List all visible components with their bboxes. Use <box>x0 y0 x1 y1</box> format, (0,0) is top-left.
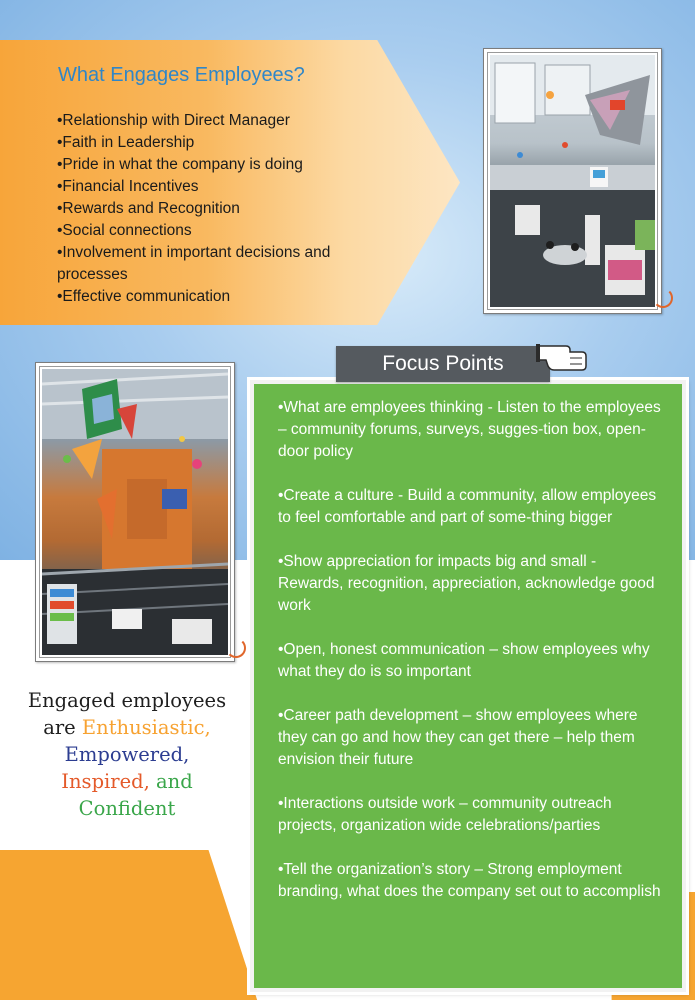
list-item: •Relationship with Direct Manager <box>57 112 290 129</box>
engaged-line-1: Engaged employees <box>27 689 227 712</box>
pointing-hand-icon <box>536 338 588 372</box>
engage-heading: What Engages Employees? <box>58 64 305 86</box>
list-item: •Involvement in important decisions and processes <box>57 244 331 283</box>
focus-points-title: Focus Points <box>336 346 550 382</box>
enthusiastic-word: Enthusiastic, <box>81 716 211 739</box>
office-interior-photo <box>490 55 655 307</box>
focus-points-list <box>278 397 663 925</box>
list-item: •Tell the organization’s story – Strong employment branding, what does the company set out to accomplish <box>278 861 661 900</box>
list-item: •Open, honest communication – show employees why what they do is so important <box>278 641 650 680</box>
atrium-photo-art <box>42 369 228 655</box>
list-item: •Financial Incentives <box>57 178 199 195</box>
page-curl-icon <box>653 288 673 308</box>
inspired-word: Inspired, <box>61 770 150 793</box>
list-item: •What are employees thinking - Listen to the employees – community forums, surveys, sugges-tion box, open-door policy <box>278 399 661 460</box>
engaged-line-4 <box>14 768 240 795</box>
list-item: •Pride in what the company is doing <box>57 156 303 173</box>
office-atrium-photo <box>42 369 228 655</box>
list-item: •Create a culture - Build a community, allow employees to feel comfortable and part of some-thing bigger <box>278 487 657 526</box>
list-item: •Social connections <box>57 222 192 239</box>
engage-list <box>57 110 357 308</box>
list-item: •Career path development – show employees where they can go and how they can get there – help them envision their future <box>278 707 638 768</box>
empowered-word: Empowered, <box>64 743 190 766</box>
are-text: are <box>43 716 82 739</box>
engaged-line-2 <box>14 714 240 741</box>
list-item: •Rewards and Recognition <box>57 200 240 217</box>
office-photo-frame-left <box>35 362 235 662</box>
list-item: •Faith in Leadership <box>57 134 195 151</box>
and-text: and <box>149 770 193 793</box>
engaged-employees-statement <box>14 687 240 822</box>
list-item: •Show appreciation for impacts big and small - Rewards, recognition, appreciation, acknowledge good work <box>278 553 655 614</box>
page-curl-icon <box>226 638 246 658</box>
office-photo-art <box>490 55 655 307</box>
list-item: •Effective communication <box>57 288 231 305</box>
list-item: •Interactions outside work – community outreach projects, organization wide celebrations/parties <box>278 795 612 834</box>
office-photo-frame-top <box>483 48 662 314</box>
confident-word: Confident <box>78 797 176 820</box>
